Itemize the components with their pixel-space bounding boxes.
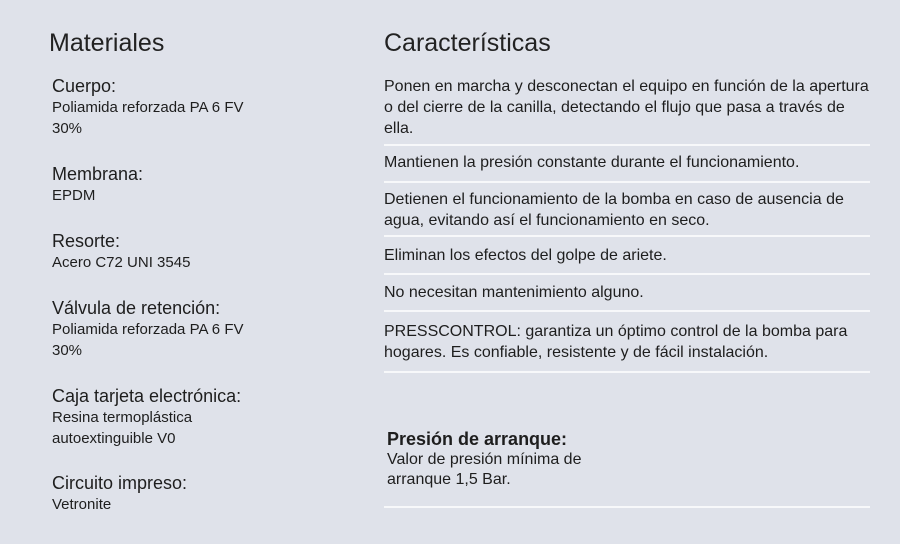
material-item-circuit bbox=[52, 472, 352, 515]
divider bbox=[384, 371, 870, 373]
divider bbox=[384, 506, 870, 508]
material-value: Acero C72 UNI 3545 bbox=[52, 254, 191, 271]
characteristic-item: No necesitan mantenimiento alguno. bbox=[384, 284, 644, 301]
material-label: Membrana: bbox=[52, 164, 144, 184]
characteristics-section bbox=[384, 0, 870, 544]
characteristic-item: Eliminan los efectos del golpe de ariete. bbox=[384, 247, 667, 264]
start-pressure-text: Valor de presión mínima de arranque 1,5 Bar. bbox=[387, 451, 582, 488]
material-item-body bbox=[52, 75, 352, 139]
characteristics-title: Características bbox=[384, 29, 551, 57]
material-value: Vetronite bbox=[52, 496, 112, 513]
material-label: Resorte: bbox=[52, 231, 121, 251]
material-value: EPDM bbox=[52, 187, 96, 204]
characteristic-item: PRESSCONTROL: garantiza un óptimo control de la bomba para hogares. Es confiable, resistente y de fácil instalación. bbox=[384, 323, 848, 361]
characteristic-item: Mantienen la presión constante durante el funcionamiento. bbox=[384, 154, 800, 171]
material-item-check-valve bbox=[52, 297, 352, 361]
characteristic-item: Detienen el funcionamiento de la bomba en caso de ausencia de agua, evitando así el funcionamiento en seco. bbox=[384, 191, 844, 229]
divider bbox=[384, 144, 870, 146]
material-item-electronic-box bbox=[52, 385, 352, 449]
start-pressure-title: Presión de arranque: bbox=[387, 429, 568, 449]
material-value: Poliamida reforzada PA 6 FV 30% bbox=[52, 321, 244, 359]
material-item-membrane bbox=[52, 163, 352, 206]
materials-title: Materiales bbox=[49, 29, 165, 57]
start-pressure-block bbox=[387, 428, 787, 490]
divider bbox=[384, 181, 870, 183]
divider bbox=[384, 273, 870, 275]
material-value: Poliamida reforzada PA 6 FV 30% bbox=[52, 99, 244, 137]
material-label: Válvula de retención: bbox=[52, 298, 221, 318]
divider bbox=[384, 235, 870, 237]
divider bbox=[384, 310, 870, 312]
material-value: Resina termoplástica autoextinguible V0 bbox=[52, 409, 193, 447]
material-label: Cuerpo: bbox=[52, 76, 117, 96]
material-item-spring bbox=[52, 230, 352, 273]
material-label: Circuito impreso: bbox=[52, 473, 188, 493]
characteristic-item: Ponen en marcha y desconectan el equipo en función de la apertura o del cierre de la canilla, detectando el flujo que pasa a través de ella. bbox=[384, 78, 869, 137]
materials-section bbox=[0, 0, 370, 544]
material-label: Caja tarjeta electrónica: bbox=[52, 386, 242, 406]
